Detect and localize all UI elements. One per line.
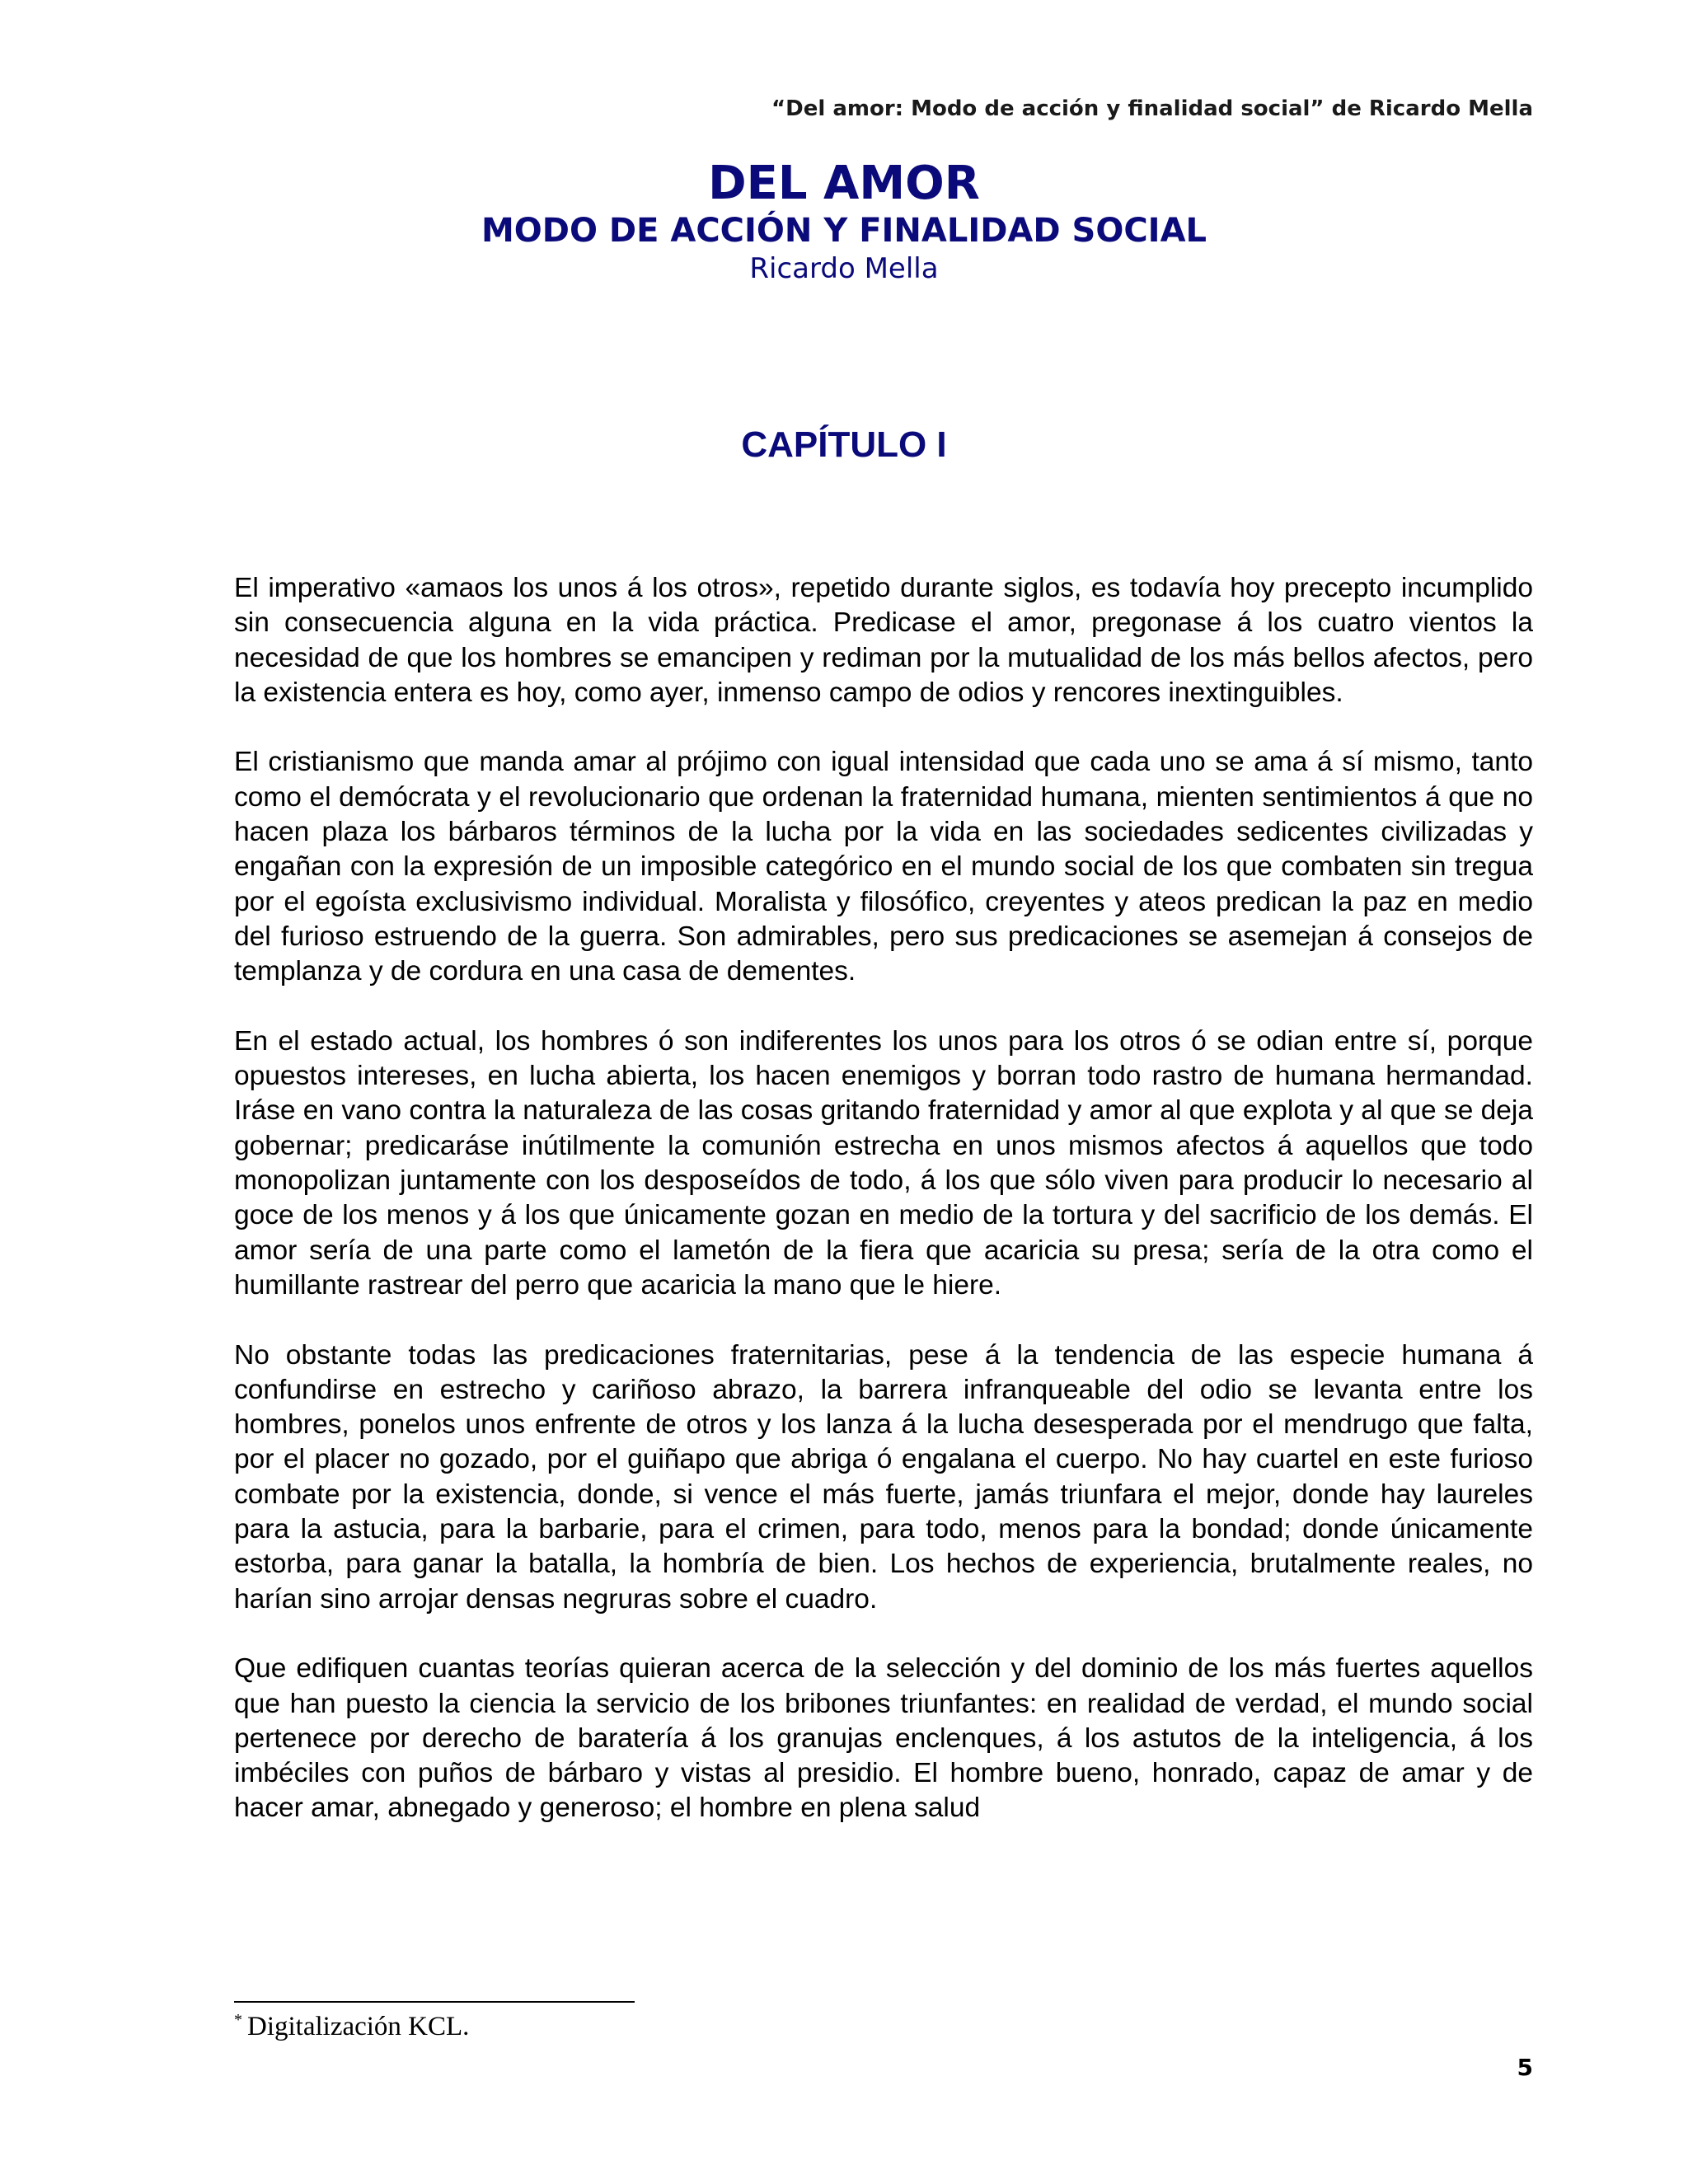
author: Ricardo Mella [749, 252, 939, 285]
paragraph: En el estado actual, los hombres ó son indiferentes los unos para los otros ó se odian entre sí, porque opuestos intereses, en lucha abierta, los hacen enemigos y borran todo rastro de humana hermandad. Iráse en vano contra la naturaleza de las cosas gritando fraternidad y amor al que explota y al que se deja gobernar; predicaráse inútilmente la comunión estrecha en unos mismos afectos á aquellos que todo monopolizan juntamente con los desposeídos de todo, á los que sólo viven para producir lo necesario al goce de los menos y á los que únicamente gozan en medio de la tortura y del sacrificio de los demás. El amor sería de una parte como el lametón de la fiera que acaricia su presa; sería de la otra como el humillante rastrear del perro que acaricia la mano que le hiere. [234, 1025, 1533, 1301]
subtitle: MODO DE ACCIÓN Y FINALIDAD SOCIAL [481, 212, 1207, 250]
paragraph: El imperativo «amaos los unos á los otros», repetido durante siglos, es todavía hoy precepto incumplido sin consecuencia alguna en la vida práctica. Predicase el amor, pregonase á los cuatro vientos la necesidad de que los hombres se emancipen y rediman por la mutualidad de los más bellos afectos, pero la existencia entera es hoy, como ayer, inmenso campo de odios y rencores inextinguibles. [234, 573, 1533, 708]
main-title: DEL AMOR [708, 157, 980, 210]
title-block [0, 157, 1688, 287]
footnote-divider [234, 2001, 635, 2003]
running-header: “Del amor: Modo de acción y finalidad social” de Ricardo Mella [771, 96, 1533, 121]
paragraph: Que edifiquen cuantas teorías quieran acerca de la selección y del dominio de los más fuertes aquellos que han puesto la ciencia la servicio de los bribones triunfantes: en realidad de verdad, el mundo social pertenece por derecho de baratería á los granujas enclenques, á los astutos de la inteligencia, á los imbéciles con puños de bárbaro y vistas al presidio. El hombre bueno, honrado, capaz de amar y de hacer amar, abnegado y generoso; el hombre en plena salud [234, 1653, 1533, 1824]
footnote-marker: * [234, 2011, 242, 2029]
chapter-heading: CAPÍTULO I [741, 424, 947, 465]
footnote-text: Digitalización KCL. [247, 2012, 470, 2041]
paragraph: El cristianismo que manda amar al prójimo con igual intensidad que cada uno se ama á sí mismo, tanto como el demócrata y el revolucionario que ordenan la fraternidad humana, mienten sentimientos á que no hacen plaza los bárbaros términos de la lucha por la vida en las sociedades sedicentes civilizadas y engañan con la expresión de un imposible categórico en el mundo social de los que combaten sin tregua por el egoísta exclusivismo individual. Moralista y filosófico, creyentes y ateos predican la paz en medio del furioso estruendo de la guerra. Son admirables, pero sus predicaciones se asemejan á consejos de templanza y de cordura en una casa de dementes. [234, 747, 1533, 987]
footnote [234, 2011, 469, 2042]
body-text [234, 571, 1533, 1861]
paragraph: No obstante todas las predicaciones fraternitarias, pese á la tendencia de las especie humana á confundirse en estrecho y cariñoso abrazo, la barrera infranqueable del odio se levanta entre los hombres, ponelos unos enfrente de otros y los lanza á la lucha desesperada por el mendrugo que falta, por el placer no gozado, por el guiñapo que abriga ó engalana el cuerpo. No hay cuartel en este furioso combate por la existencia, donde, si vence el más fuerte, jamás triunfara el mejor, donde hay laureles para la astucia, para la barbarie, para el crimen, para todo, menos para la bondad; donde únicamente estorba, para ganar la batalla, la hombría de bien. Los hechos de experiencia, brutalmente reales, no harían sino arrojar densas negruras sobre el cuadro. [234, 1339, 1533, 1615]
page-number: 5 [1517, 2054, 1533, 2081]
